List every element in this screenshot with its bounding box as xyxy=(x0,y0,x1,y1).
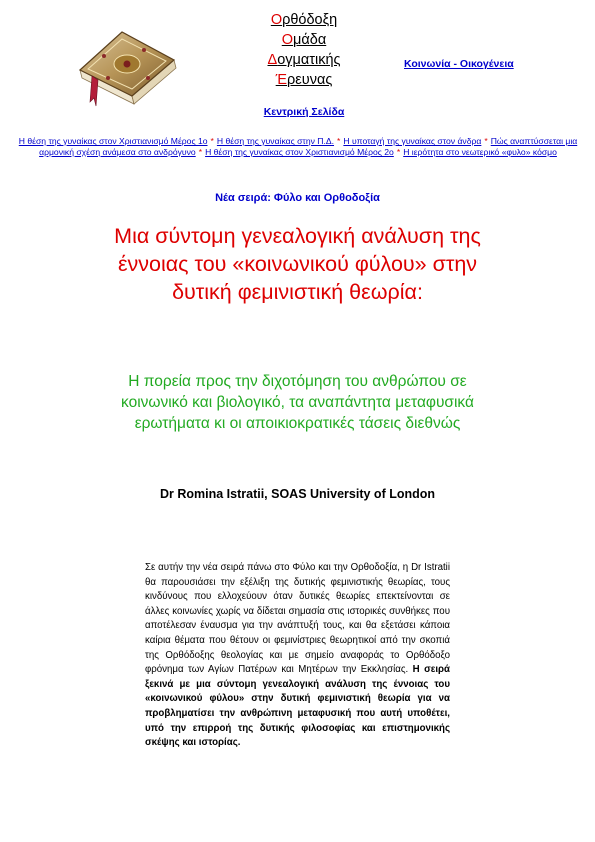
home-link[interactable]: Κεντρική Σελίδα xyxy=(263,106,345,118)
link-separator: * xyxy=(396,147,401,157)
series-link[interactable]: Η ιερότητα στο νεωτερικό «φυλο» κόσμο xyxy=(403,147,557,157)
intro-paragraph xyxy=(145,561,450,751)
site-title-line: Ομάδα xyxy=(281,32,327,48)
link-separator: * xyxy=(210,136,214,146)
link-separator: * xyxy=(198,147,203,157)
link-separator: * xyxy=(337,136,341,146)
series-label: Νέα σειρά: Φύλο και Ορθοδοξία xyxy=(215,192,380,204)
site-title[interactable] xyxy=(236,10,372,90)
category-link[interactable]: Κοινωνία - Οικογένεια xyxy=(404,58,514,70)
article-subtitle: Η πορεία προς την διχοτόμηση του ανθρώπου σε κοινωνικό και βιολογικό, τα αναπάντητα μεταφυσικά ερωτήματα κι οι αποικιοκρατικές τάσεις διεθνώς xyxy=(121,373,474,432)
site-title-line: Ορθόδοξη xyxy=(270,12,338,28)
series-links xyxy=(18,136,578,158)
link-separator: * xyxy=(484,136,488,146)
intro-text: Σε αυτήν την νέα σειρά πάνω στο Φύλο και την Ορθοδοξία, η Dr Istratii θα παρουσιάσει την εξέλιξη της δυτικής φεμινιστικής θεωρίας, τους κινδύνους που ελλοχεύουν όταν δυτικές θεωρίες επεκτείνονται σε άλλες κοινωνίες χωρίς να δίδεται σημασία στις ιστορικές συνθήκες που αποτέλεσαν έναυσμα για την ανάπτυξή τους, και θα εξετάσει κάποια καίρια θέματα που θέτουν οι φεμινίστριες θεωρητικοί από την σκοπιά της Ορθόδοξης θεολογίας και με σημείο αναφοράς το Ορθόδοξο φρόνημα των Αγίων Πατέρων και Μητέρων την Εκκλησίας. xyxy=(145,562,450,676)
site-title-line: Δογματικής xyxy=(267,52,341,68)
series-link[interactable]: Η θέση της γυναίκας στον Χριστιανισμό Μέρος 1ο xyxy=(18,136,208,146)
series-link[interactable]: Η θέση της γυναίκας στην Π.Δ. xyxy=(216,136,335,146)
article-author: Dr Romina Istratii, SOAS University of London xyxy=(159,487,436,501)
series-link[interactable]: Πώς αναπτύσσεται μια αρμονική σχέση ανάμεσα στο ανδρόγυνο xyxy=(39,136,578,157)
ornate-book-image xyxy=(74,26,178,108)
site-title-line: Έρευνας xyxy=(275,72,333,88)
series-link[interactable]: Η θέση της γυναίκας στον Χριστιανισμό Μέρος 2ο xyxy=(205,147,394,157)
intro-text-bold: Η σειρά ξεκινά με μια σύντομη γενεαλογική ανάλυση της έννοιας του «κοινωνικού φύλου» στην δυτική φεμινιστική θεωρία για να προβληματίσει την ανθρώπινη μεταφυσική που αυτή υποθέτει, υπό την επιρροή της δυτικής φιλοσοφίας και επιστημονικής σκέψης και ιστορίας. xyxy=(145,664,450,749)
article-title: Μια σύντομη γενεαλογική ανάλυση της έννοιας του «κοινωνικού φύλου» στην δυτική φεμινιστική θεωρία: xyxy=(114,224,481,304)
series-link[interactable]: Η υποταγή της γυναίκας στον άνδρα xyxy=(343,136,482,146)
